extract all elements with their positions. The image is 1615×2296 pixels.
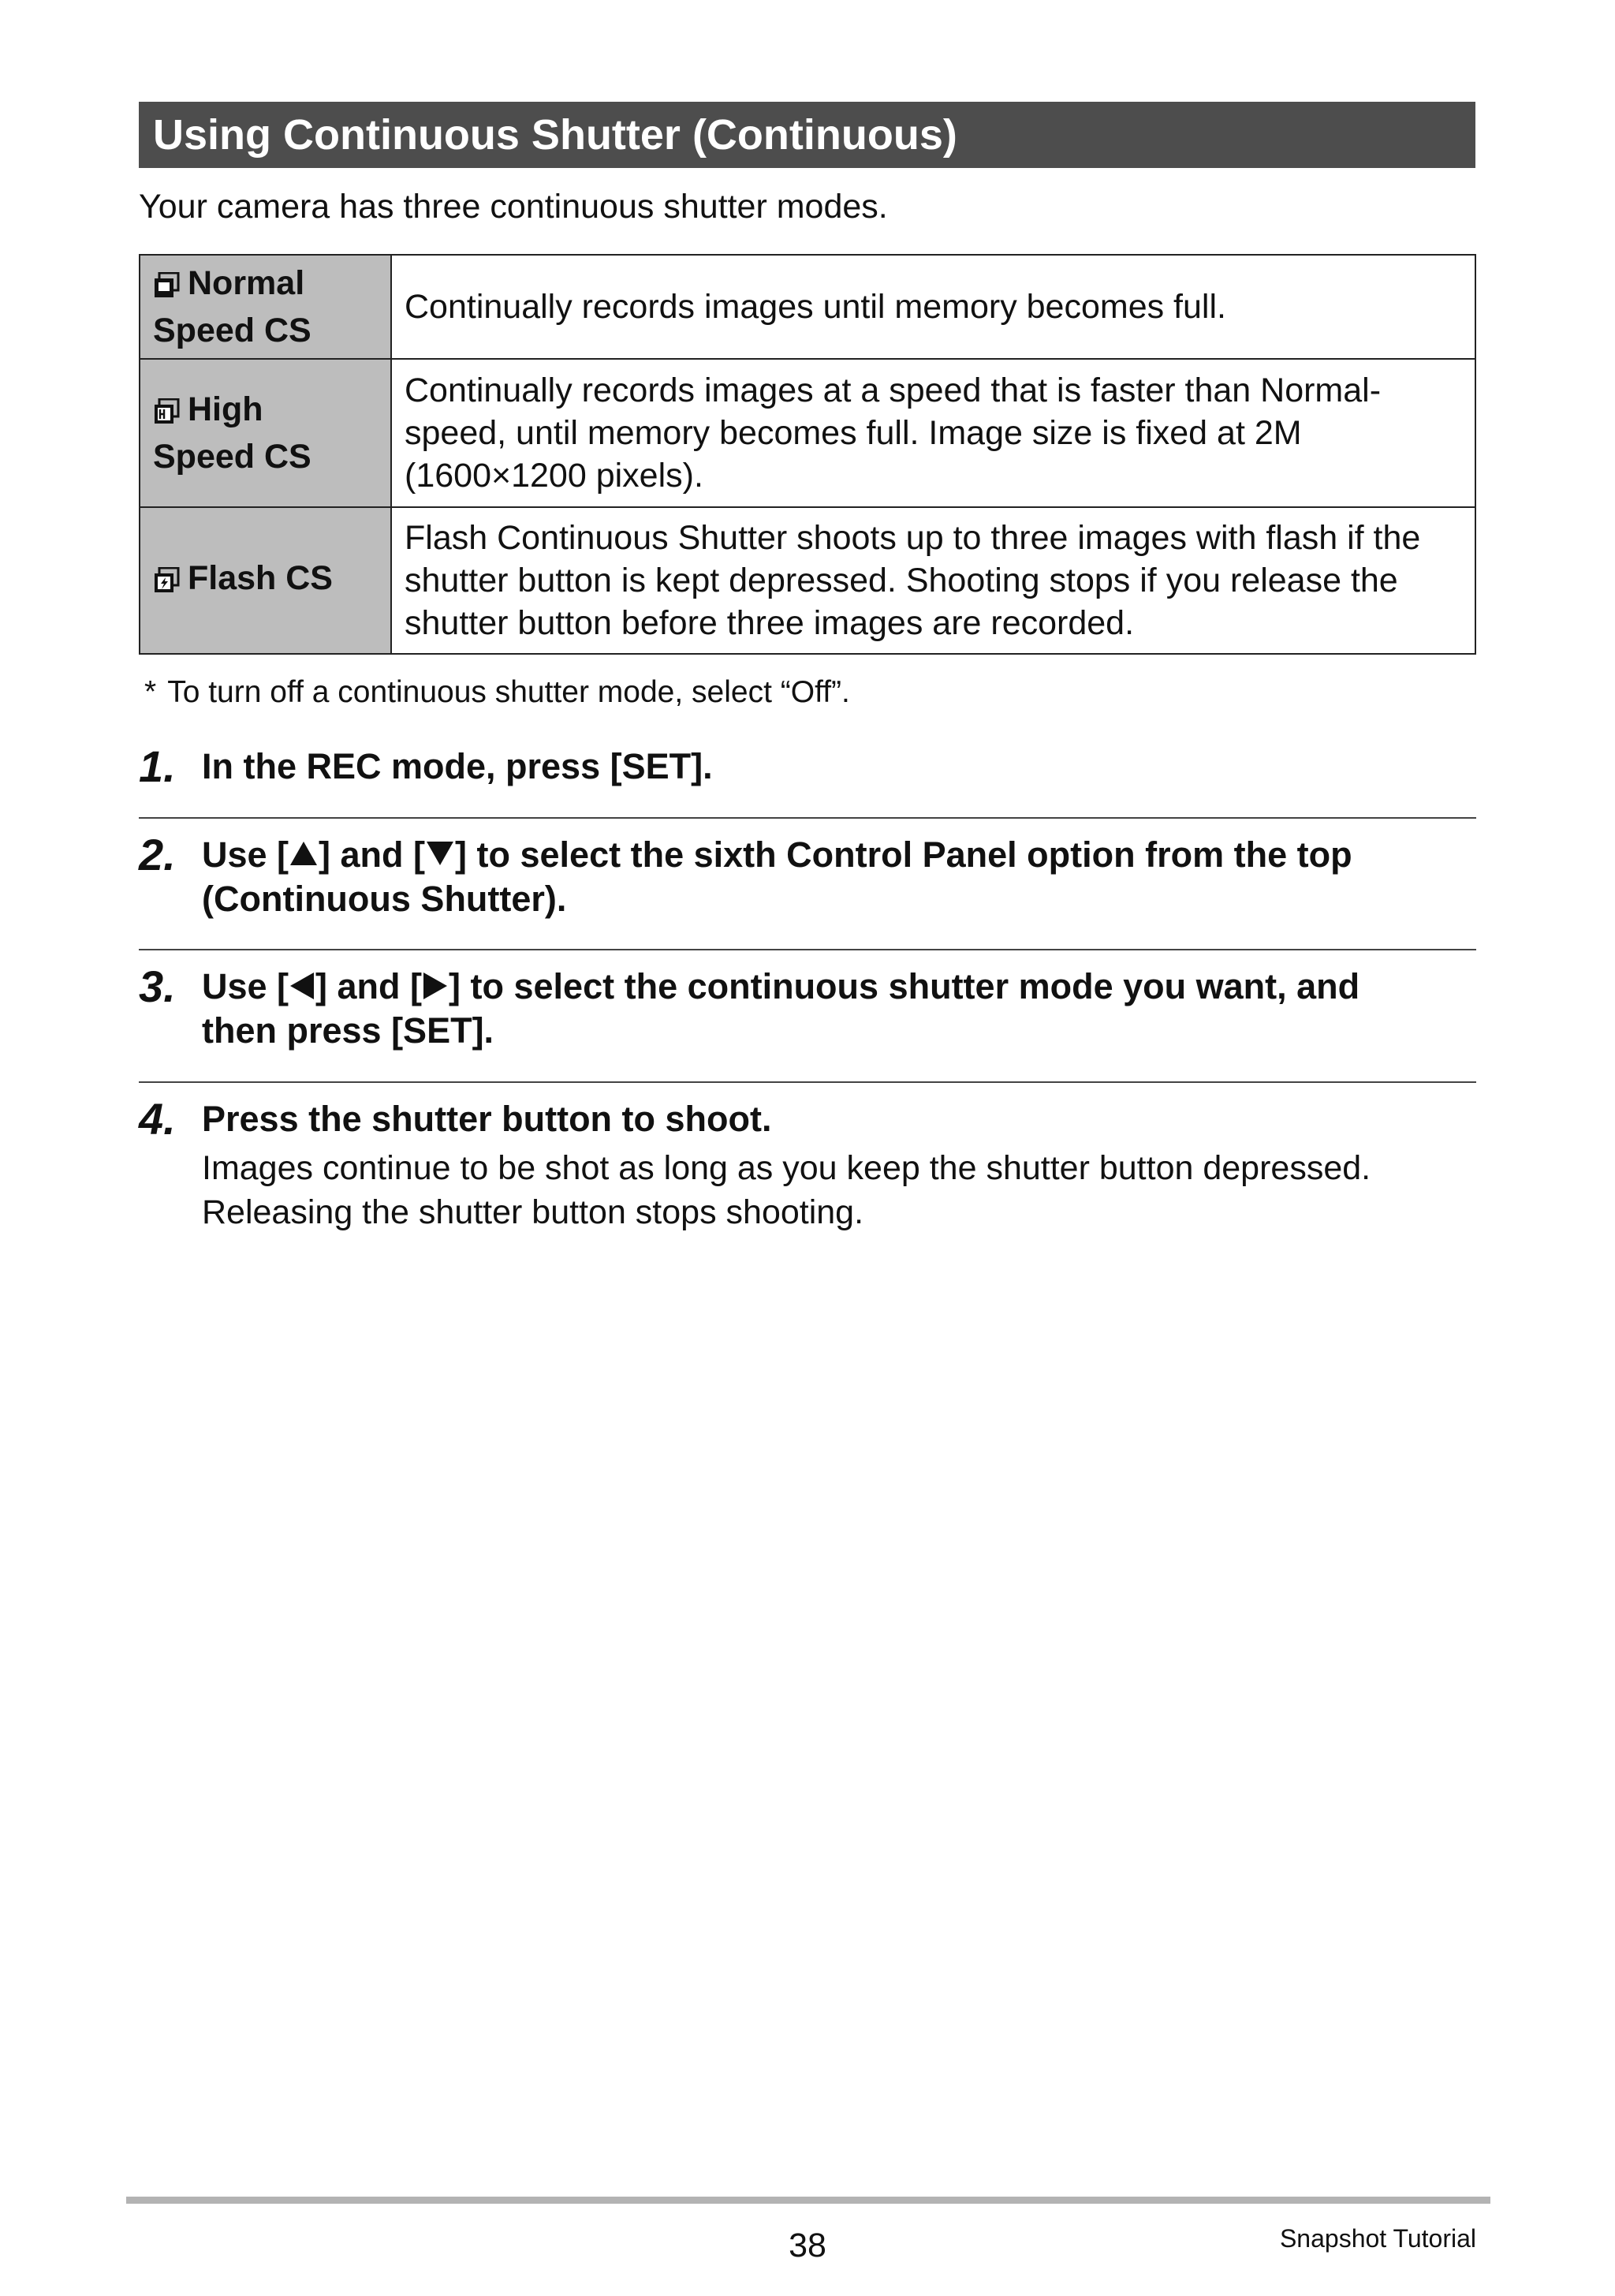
page-number: 38 [789,2227,826,2264]
mode-name-flash [140,507,391,654]
up-arrow-icon [290,842,317,865]
mode-name-line2: Speed CS [153,438,311,476]
step-number: 4. [139,1094,176,1144]
normal-speed-cs-icon [153,267,180,309]
intro-text: Your camera has three continuous shutter modes. [139,188,888,226]
step-divider [139,949,1476,950]
mode-description [391,255,1475,359]
step-detail [202,1146,1476,1234]
down-arrow-icon [427,842,453,865]
step-text-part: ] and [ [319,834,426,875]
step-number: 1. [139,741,176,791]
table-row [140,507,1475,654]
mode-name-normal-speed [140,255,391,359]
mode-description-line: speed, until memory becomes full. Image size is fixed at 2M [405,414,1302,452]
mode-description-line: Continually records images at a speed that is faster than Normal- [405,371,1382,409]
step-divider [139,817,1476,819]
step-detail-line: Releasing the shutter button stops shooting. [202,1193,864,1231]
table-row [140,359,1475,507]
step-text-part: Use [ [202,966,289,1006]
mode-description-line: shutter button before three images are recorded. [405,604,1135,642]
high-speed-cs-icon [153,393,180,435]
mode-name-high-speed [140,359,391,507]
footnote-text: To turn off a continuous shutter mode, select “Off”. [167,675,850,709]
mode-description [391,359,1475,507]
step-text-part: ] to select the sixth Control Panel option from the top [455,834,1352,875]
section-name: Snapshot Tutorial [1279,2224,1476,2253]
step-text [202,965,1476,1053]
mode-description-line: shutter button is kept depressed. Shooting stops if you release the [405,562,1398,599]
page-title: Using Continuous Shutter (Continuous) [139,102,1475,168]
mode-description-line: Continually records images until memory becomes full. [405,288,1226,326]
footnote-marker: * [144,675,157,709]
mode-name-line2: Speed CS [153,312,311,349]
mode-name-line1: Flash CS [188,559,333,597]
step-text-part: ] to select the continuous shutter mode you want, and [449,966,1360,1006]
right-arrow-icon [423,973,447,999]
step-number: 3. [139,961,176,1011]
step-divider [139,1081,1476,1083]
step-text-part: ] and [ [315,966,423,1006]
mode-name-line1: Normal [188,264,305,302]
step-text: Press the shutter button to shoot. [202,1099,772,1139]
mode-description-line: Flash Continuous Shutter shoots up to three images with flash if the [405,519,1421,557]
step-text-part: (Continuous Shutter). [202,879,567,919]
step-number: 2. [139,830,176,879]
table-row [140,255,1475,359]
mode-description-line: (1600×1200 pixels). [405,457,703,495]
step-detail-line: Images continue to be shot as long as you keep the shutter button depressed. [202,1149,1371,1187]
mode-name-line1: High [188,390,263,428]
step-text: In the REC mode, press [SET]. [202,746,713,786]
continuous-modes-table [139,254,1476,655]
left-arrow-icon [290,973,314,999]
step-text-part: then press [SET]. [202,1010,494,1051]
step-text-part: Use [ [202,834,289,875]
footer-divider [126,2197,1490,2204]
flash-cs-icon [153,562,180,604]
step-text [202,833,1476,921]
footnote [144,670,850,715]
mode-description [391,507,1475,654]
